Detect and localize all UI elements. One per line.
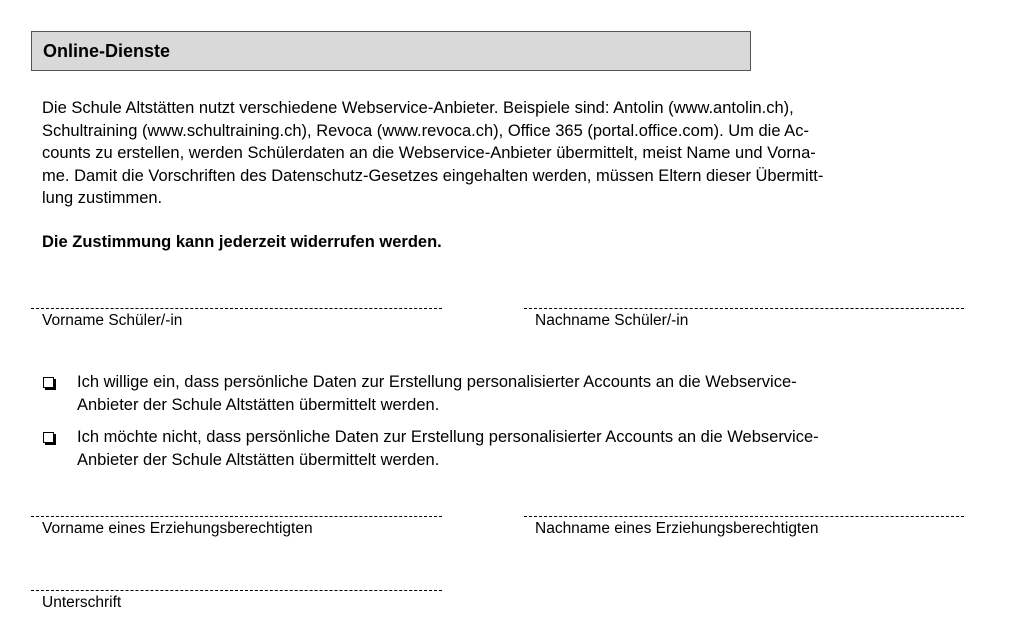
signature-line: [524, 308, 964, 309]
consent-option-line: Ich möchte nicht, dass persönliche Daten zur Erstellung personalisierter Accounts an die Webservice-: [77, 428, 819, 446]
signature-line: [524, 516, 964, 517]
signature-label: Unterschrift: [42, 594, 122, 611]
signature-line: [31, 308, 442, 309]
intro-paragraph: [42, 97, 962, 210]
student-last-name-field[interactable]: [524, 308, 964, 332]
consent-option-line: Anbieter der Schule Altstätten übermittelt werden.: [77, 395, 440, 414]
intro-line: lung zustimmen.: [42, 189, 163, 207]
student-first-name-field[interactable]: [31, 308, 442, 332]
guardian-last-name-label: Nachname eines Erziehungsberechtigten: [535, 520, 819, 537]
signature-line: [31, 516, 442, 517]
student-first-name-label: Vorname Schüler/-in: [42, 312, 183, 329]
section-header: [31, 31, 751, 71]
student-last-name-label: Nachname Schüler/-in: [535, 312, 689, 329]
guardian-first-name-field[interactable]: [31, 516, 442, 540]
intro-line: me. Damit die Vorschriften des Datenschutz-Gesetzes eingehalten werden, müssen Eltern dieser Übermitt-: [42, 166, 824, 185]
intro-line: Die Schule Altstätten nutzt verschiedene Webservice-Anbieter. Beispiele sind: Antolin (www.antolin.ch),: [42, 99, 794, 117]
checkbox-icon[interactable]: [43, 432, 54, 443]
signature-line: [31, 590, 442, 591]
consent-option-text: [77, 371, 797, 416]
consent-option-decline[interactable]: [42, 426, 972, 472]
consent-option-line: Anbieter der Schule Altstätten übermittelt werden.: [77, 450, 440, 469]
consent-option-line: Ich willige ein, dass persönliche Daten zur Erstellung personalisierter Accounts an die Webservice-: [77, 373, 797, 391]
intro-line: Schultraining (www.schultraining.ch), Revoca (www.revoca.ch), Office 365 (portal.office.com). Um die Ac-: [42, 121, 809, 140]
intro-line: counts zu erstellen, werden Schülerdaten an die Webservice-Anbieter übermittelt, meist Name und Vorna-: [42, 144, 816, 162]
checkbox-icon[interactable]: [43, 377, 54, 388]
guardian-last-name-field[interactable]: [524, 516, 964, 540]
guardian-first-name-label: Vorname eines Erziehungsberechtigten: [42, 520, 313, 537]
section-title: Online-Dienste: [43, 41, 171, 61]
signature-field[interactable]: [31, 590, 442, 614]
consent-option-text: [77, 426, 819, 471]
consent-option-agree[interactable]: [42, 371, 972, 417]
revoke-notice: Die Zustimmung kann jederzeit widerrufen werden.: [42, 233, 442, 251]
